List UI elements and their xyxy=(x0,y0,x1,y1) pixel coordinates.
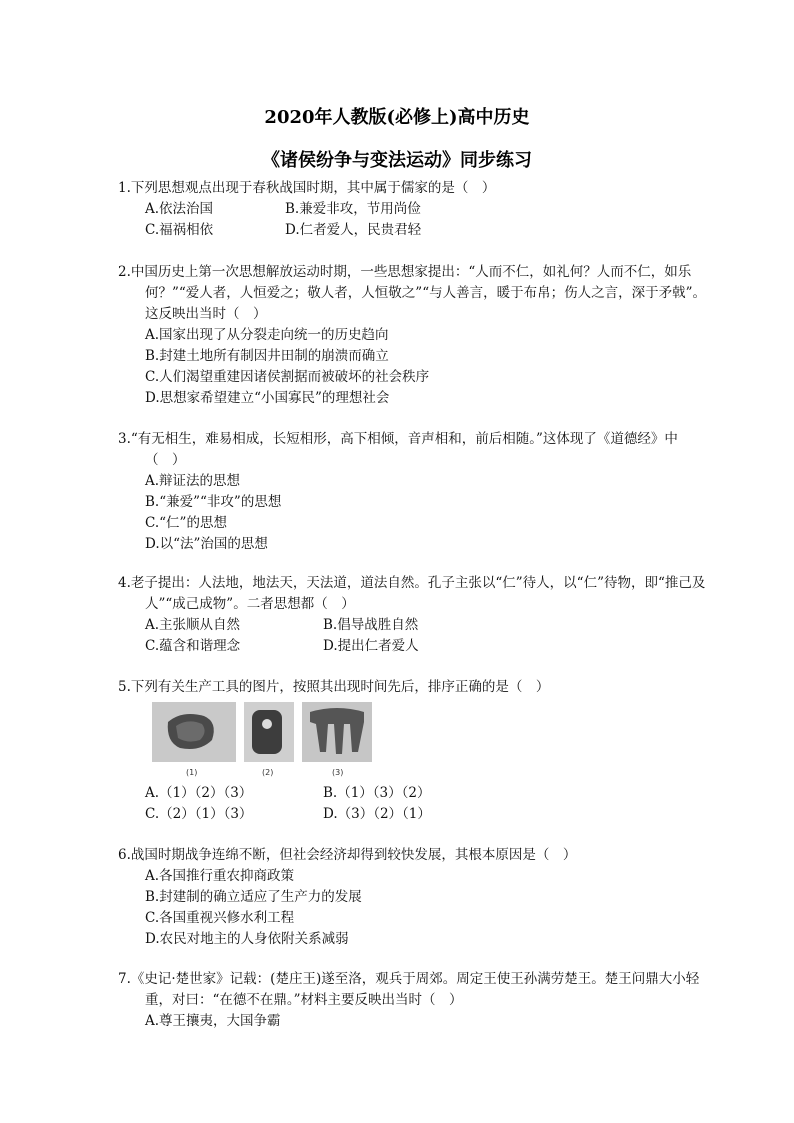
question-7 xyxy=(118,969,708,1032)
option-row xyxy=(118,804,708,825)
question-1 xyxy=(118,178,708,241)
option-d: D.以“法”治国的思想 xyxy=(145,536,268,552)
question-stem: 2.中国历史上第一次思想解放运动时期，一些思想家提出：“人而不仁，如礼何？人而不仁，如乐何？”“爱人者，人恒爱之；敬人者，人恒敬之”“与人善言，暖于布帛；伤人之言，深于矛戟”。这反映出当时（ ） xyxy=(118,264,707,322)
question-6 xyxy=(118,845,708,950)
stone-tool-icon xyxy=(152,702,236,762)
option-d: D.思想家希望建立“小国寡民”的理想社会 xyxy=(145,390,390,406)
page-subtitle: 《诸侯纷争与变法运动》同步练习 xyxy=(262,150,532,171)
question-stem: 5.下列有关生产工具的图片，按照其出现时间先后，排序正确的是（ ） xyxy=(118,679,550,695)
spade-tool-icon xyxy=(244,702,294,762)
option-b: B.封建土地所有制因井田制的崩溃而确立 xyxy=(145,348,389,364)
option-b: B.封建制的确立适应了生产力的发展 xyxy=(145,889,362,905)
option-d: D.仁者爱人，民贵君轻 xyxy=(285,222,422,238)
caption-1: (1) xyxy=(186,768,198,777)
question-5-options xyxy=(118,783,708,825)
caption-2: (2) xyxy=(262,768,274,777)
option-a: A.国家出现了从分裂走向统一的历史趋向 xyxy=(145,327,389,343)
option-b: B.“兼爱”“非攻”的思想 xyxy=(145,494,282,510)
question-stem: 1.下列思想观点出现于春秋战国时期，其中属于儒家的是（ ） xyxy=(118,180,496,196)
option-c: C.各国重视兴修水利工程 xyxy=(145,910,295,926)
option-d: D.（3）（2）（1） xyxy=(323,806,431,822)
question-2 xyxy=(118,262,708,409)
option-a: A.依法治国 xyxy=(145,201,214,217)
option-c: C.（2）（1）（3） xyxy=(145,806,253,822)
tool-images xyxy=(152,702,372,780)
question-stem: 4.老子提出：人法地，地法天，天法道，道法自然。孔子主张以“仁”待人，以“仁”待物，即“推己及人”“成己成物”。二者思想都（ ） xyxy=(118,575,706,612)
question-stem: 7.《史记·楚世家》记载：(楚庄王)遂至洛，观兵于周郊。周定王使王孙满劳楚王。楚王问鼎大小轻重，对曰：“在德不在鼎。”材料主要反映出当时（ ） xyxy=(118,971,700,1008)
option-b: B.兼爱非攻，节用尚俭 xyxy=(285,201,421,217)
tool-image-1 xyxy=(152,702,236,762)
option-row xyxy=(118,615,708,636)
question-5 xyxy=(118,677,708,698)
tool-image-2 xyxy=(244,702,294,762)
rake-tool-icon xyxy=(302,702,372,762)
option-b: B.倡导战胜自然 xyxy=(323,617,419,633)
option-a: A.辩证法的思想 xyxy=(145,473,241,489)
question-3 xyxy=(118,429,708,555)
option-c: C.福祸相依 xyxy=(145,222,214,238)
tool-image-3 xyxy=(302,702,372,762)
caption-3: (3) xyxy=(332,768,344,777)
question-4 xyxy=(118,573,708,657)
option-c: C.“仁”的思想 xyxy=(145,515,227,531)
question-stem: 3.“有无相生，难易相成，长短相形，高下相倾，音声相和，前后相随。”这体现了《道德经》中（ ） xyxy=(118,431,678,468)
option-row xyxy=(118,199,708,220)
option-a: A.主张顺从自然 xyxy=(145,617,241,633)
option-row xyxy=(118,220,708,241)
page-title: 2020年人教版(必修上)高中历史 xyxy=(264,107,530,128)
option-c: C.人们渴望重建因诸侯割据而被破坏的社会秩序 xyxy=(145,369,430,385)
question-stem: 6.战国时期战争连绵不断，但社会经济却得到较快发展，其根本原因是（ ） xyxy=(118,847,577,863)
option-row xyxy=(118,636,708,657)
option-d: D.提出仁者爱人 xyxy=(323,638,419,654)
option-c: C.蕴含和谐理念 xyxy=(145,638,241,654)
option-b: B.（1）（3）（2） xyxy=(323,785,431,801)
option-a: A.尊王攘夷，大国争霸 xyxy=(145,1013,281,1029)
option-a: A.各国推行重农抑商政策 xyxy=(145,868,295,884)
option-a: A.（1）（2）（3） xyxy=(145,785,253,801)
option-row xyxy=(118,783,708,804)
option-d: D.农民对地主的人身依附关系减弱 xyxy=(145,931,349,947)
